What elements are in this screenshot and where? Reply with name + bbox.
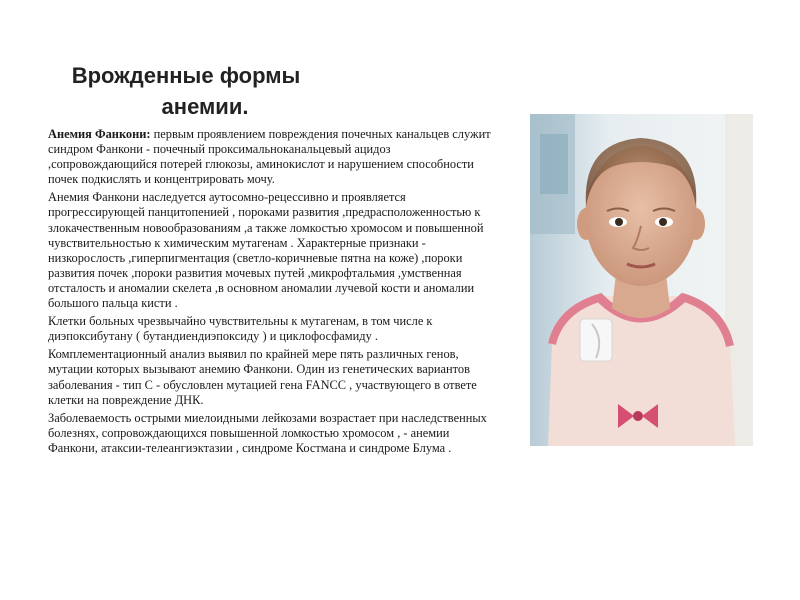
title-line-1: Врожденные формы	[71, 63, 301, 88]
patient-illustration	[530, 114, 753, 446]
paragraph-inheritance: Анемия Фанкони наследуется аутосомно-рецессивно и проявляется прогрессирующей панцитопенией , пороками развития ,предрасположенностью к злокачественным новообразованиям ,а также ломкостью хромосом и повышенной чувствительностью к химическим мутагенам . Характерные признаки - низкорослость ,гиперпигментация (светло-коричневые пятна на коже) ,пороки развития почек ,пороки развития мочевых путей ,микрофтальмия ,умственная отсталость и аномалии скелета ,в основном аномалии лучевой кости и аномалии большого пальца кисти .	[48, 190, 484, 311]
paragraph-fanconi-syndrome	[48, 127, 494, 187]
patient-photo	[530, 114, 753, 446]
title-line-2: анемии.	[161, 94, 249, 119]
body-text	[48, 127, 494, 459]
paragraph-leukemia: Заболеваемость острыми миелоидными лейкозами возрастает при наследственных болезнях, сопровождающихся повышенной ломкостью хромосом , - анемии Фанкони, атаксии-телеангиэктазии , синдроме Костмана и синдроме Блума .	[48, 410, 487, 455]
paragraph-lead-term: Анемия Фанкони:	[48, 127, 151, 141]
slide-title	[36, 60, 336, 122]
paragraph-complementation: Комплементационный анализ выявил по крайней мере пять различных генов, мутации которых вызывают анемию Фанкони. Один из генетических вариантов заболевания - тип С - обусловлен мутацией гена FANCC , участвующего в ответе клетки на повреждение ДНК.	[48, 347, 477, 407]
paragraph-mutagens: Клетки больных чрезвычайно чувствительны к мутагенам, в том числе к диэпоксибутану ( бутандиендиэпоксиду ) и циклофосфамиду .	[48, 314, 433, 344]
paragraph-text: первым проявлением повреждения почечных канальцев служит синдром Фанкони - почечный проксимальноканальцевый ацидоз ,сопровождающийся потерей глюкозы, аминокислот и нарушением способности почек подкислять и концентрировать мочу.	[48, 127, 491, 187]
